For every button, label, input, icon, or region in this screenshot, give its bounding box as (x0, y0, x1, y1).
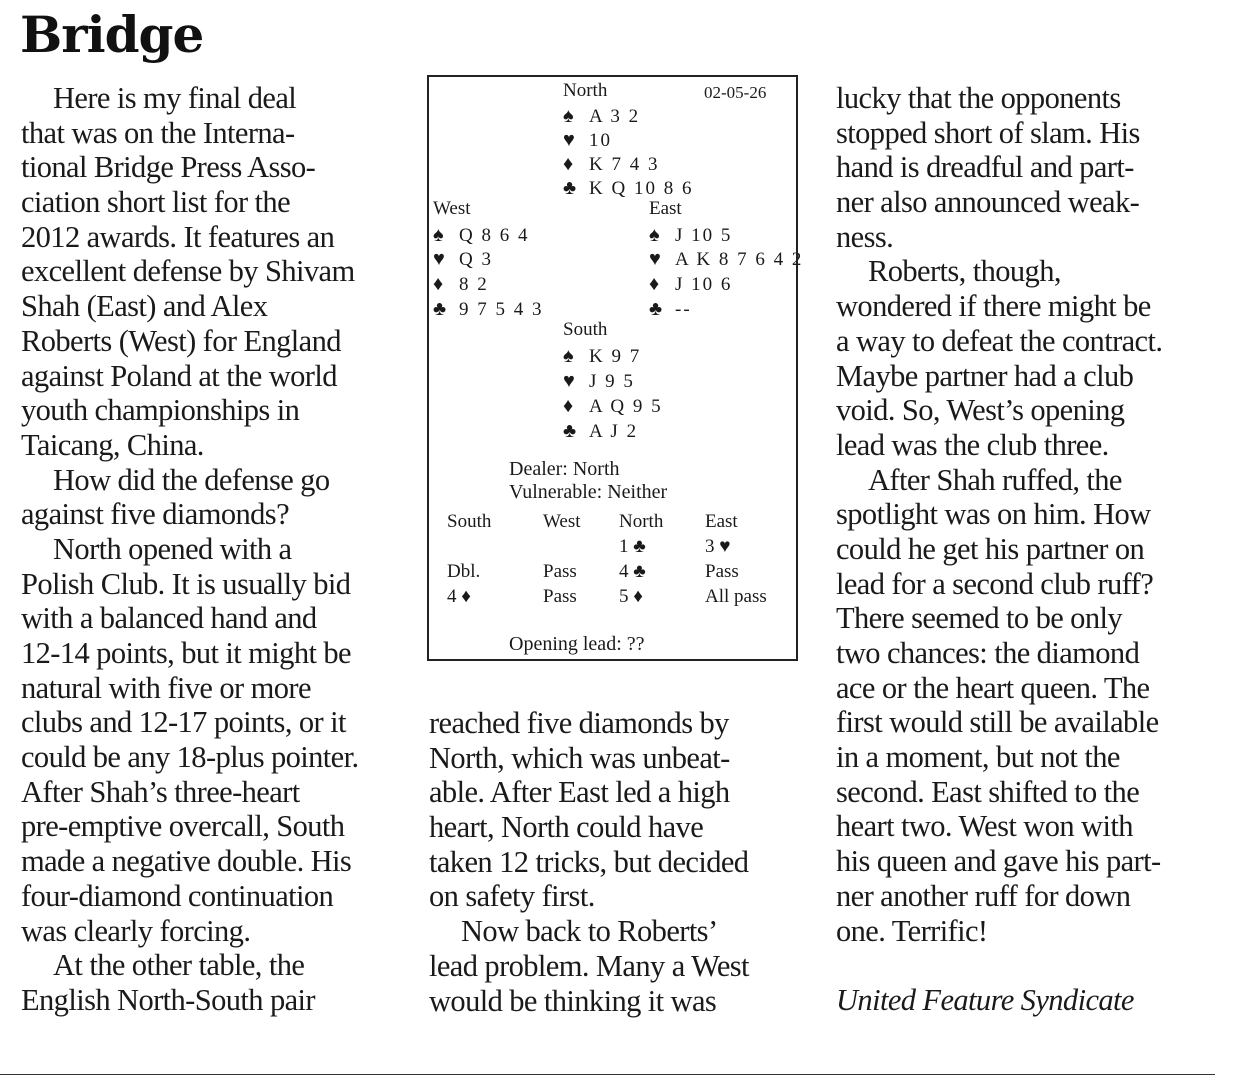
north-hearts: ♥ 10 (563, 129, 612, 151)
text-line: Maybe partner had a club (836, 358, 1134, 393)
text-line: could be any 18-plus pointer. (21, 740, 359, 775)
text-line: 12-14 points, but it might be (21, 636, 351, 670)
bid-cell: Dbl. (447, 561, 481, 582)
text-line: void. So, West’s opening (836, 393, 1125, 428)
page-title: Bridge (20, 5, 204, 64)
text-line: could he get his partner on (836, 531, 1145, 566)
text-line: against five diamonds? (21, 497, 290, 532)
text-line: stopped short of slam. His (836, 115, 1140, 150)
text-line: youth championships in (21, 393, 300, 428)
heart-icon: ♥ (649, 248, 661, 270)
text-line: 2012 awards. It features an (21, 219, 335, 254)
text-line: heart two. West won with (836, 809, 1133, 844)
text-line: in a moment, but not the (836, 740, 1120, 775)
article-column-3 (836, 81, 1162, 1018)
club-icon: ♣ (433, 298, 447, 320)
spacer (836, 948, 1162, 983)
deal-date: 02-05-26 (704, 83, 767, 102)
text-line: excellent defense by Shivam (21, 254, 355, 289)
club-icon: ♣ (563, 177, 577, 199)
text-line: Here is my final deal (53, 81, 297, 115)
text-line: made a negative double. His (21, 844, 352, 879)
text-line: hand is dreadful and part- (836, 150, 1134, 185)
text-line: Now back to Roberts’ (461, 914, 718, 949)
text-line: North, which was unbeat- (429, 740, 730, 775)
south-spades: ♠ K 9 7 (563, 345, 642, 367)
bid-cell: All pass (705, 586, 767, 607)
west-label: West (433, 198, 471, 219)
text-line: was clearly forcing. (21, 913, 251, 948)
bid-cell: 4 ♣ (619, 561, 646, 582)
text-line: natural with five or more (21, 670, 311, 705)
text-line: Shah (East) and Alex (21, 289, 268, 324)
text-line: with a balanced hand and (21, 601, 317, 636)
text-line: How did the defense go (53, 462, 330, 497)
east-label: East (649, 198, 682, 219)
bid-header-east: East (705, 511, 738, 532)
heart-icon: ♥ (433, 248, 445, 270)
east-spades: ♠ J 10 5 (649, 224, 733, 246)
dealer-text: Dealer: North (509, 458, 620, 480)
text-line: second. East shifted to the (836, 774, 1140, 809)
text-line: Polish Club. It is usually bid (21, 566, 351, 601)
text-line: would be thinking it was (429, 983, 717, 1018)
club-icon: ♣ (563, 420, 577, 442)
east-diamonds: ♦ J 10 6 (649, 273, 733, 295)
north-clubs: ♣ K Q 10 8 6 (563, 177, 694, 199)
heart-icon: ♥ (563, 370, 575, 392)
vulnerable-text: Vulnerable: Neither (509, 481, 668, 503)
club-icon: ♣ (649, 298, 663, 320)
heart-icon: ♥ (563, 129, 575, 151)
bid-cell: Pass (705, 561, 739, 582)
spade-icon: ♠ (563, 105, 574, 127)
text-line: lucky that the opponents (836, 81, 1121, 115)
text-line: There seemed to be only (836, 601, 1123, 636)
bid-cell: Pass (543, 561, 577, 582)
text-line: spotlight was on him. How (836, 497, 1151, 532)
text-line: ciation short list for the (21, 185, 291, 220)
text-line: ner another ruff for down (836, 878, 1131, 913)
opening-lead-text: Opening lead: ?? (509, 633, 645, 655)
text-line: pre-emptive overcall, South (21, 809, 345, 844)
bridge-deal-diagram (427, 75, 804, 661)
east-hearts: ♥ A K 8 7 6 4 2 (649, 248, 804, 270)
text-line: four-diamond continuation (21, 878, 334, 913)
diamond-icon: ♦ (433, 273, 444, 295)
text-line: After Shah’s three-heart (21, 774, 300, 809)
text-line: At the other table, the (53, 948, 305, 983)
text-line: North opened with a (53, 531, 292, 566)
text-line: able. After East led a high (429, 775, 730, 810)
text-line: heart, North could have (429, 810, 704, 845)
text-line: a way to defeat the contract. (836, 323, 1163, 358)
spade-icon: ♠ (649, 224, 660, 246)
text-line: ace or the heart queen. The (836, 670, 1150, 705)
text-line: English North-South pair (21, 982, 315, 1017)
text-line: ner also announced weak- (836, 185, 1140, 220)
south-clubs: ♣ A J 2 (563, 420, 639, 442)
byline: United Feature Syndicate (836, 982, 1134, 1017)
diamond-icon: ♦ (563, 395, 574, 417)
spade-icon: ♠ (433, 224, 444, 246)
bid-cell: 1 ♣ (619, 536, 646, 557)
text-line: After Shah ruffed, the (868, 462, 1122, 497)
text-line: Roberts (West) for England (21, 323, 341, 358)
bid-cell: 5 ♦ (619, 586, 643, 607)
bottom-rule (0, 1074, 1215, 1075)
text-line: Taicang, China. (21, 427, 204, 462)
bid-header-west: West (543, 511, 581, 532)
text-line: on safety first. (429, 879, 595, 914)
west-diamonds: ♦ 8 2 (433, 273, 489, 295)
text-line: first would still be available (836, 705, 1159, 740)
north-diamonds: ♦ K 7 4 3 (563, 153, 660, 175)
article-column-2 (429, 706, 749, 1018)
south-label: South (563, 319, 608, 340)
west-clubs: ♣ 9 7 5 4 3 (433, 298, 544, 320)
diamond-icon: ♦ (649, 273, 660, 295)
text-line: lead was the club three. (836, 427, 1109, 462)
west-hearts: ♥ Q 3 (433, 248, 493, 270)
spade-icon: ♠ (563, 345, 574, 367)
bid-header-north: North (619, 511, 664, 532)
text-line: tional Bridge Press Asso- (21, 150, 316, 185)
text-line: ness. (836, 219, 894, 254)
text-line: his queen and gave his part- (836, 844, 1161, 879)
bid-cell: 4 ♦ (447, 586, 471, 607)
text-line: reached five diamonds by (429, 706, 729, 740)
diamond-icon: ♦ (563, 153, 574, 175)
bid-cell: 3 ♥ (705, 536, 731, 557)
text-line: lead problem. Many a West (429, 948, 749, 983)
text-line: two chances: the diamond (836, 636, 1140, 670)
text-line: wondered if there might be (836, 289, 1151, 324)
east-clubs: ♣ -- (649, 298, 692, 320)
west-spades: ♠ Q 8 6 4 (433, 224, 530, 246)
north-label: North (563, 80, 608, 101)
bid-header-south: South (447, 511, 492, 532)
text-line: one. Terrific! (836, 913, 988, 948)
text-line: clubs and 12-17 points, or it (21, 705, 346, 740)
article-column-1 (21, 81, 359, 1018)
south-diamonds: ♦ A Q 9 5 (563, 395, 663, 417)
text-line: that was on the Interna- (21, 115, 295, 150)
text-line: Roberts, though, (868, 254, 1061, 289)
south-hearts: ♥ J 9 5 (563, 370, 635, 392)
text-line: lead for a second club ruff? (836, 566, 1154, 601)
text-line: taken 12 tricks, but decided (429, 844, 749, 879)
north-spades: ♠ A 3 2 (563, 105, 641, 127)
text-line: against Poland at the world (21, 358, 337, 393)
bid-cell: Pass (543, 586, 577, 607)
